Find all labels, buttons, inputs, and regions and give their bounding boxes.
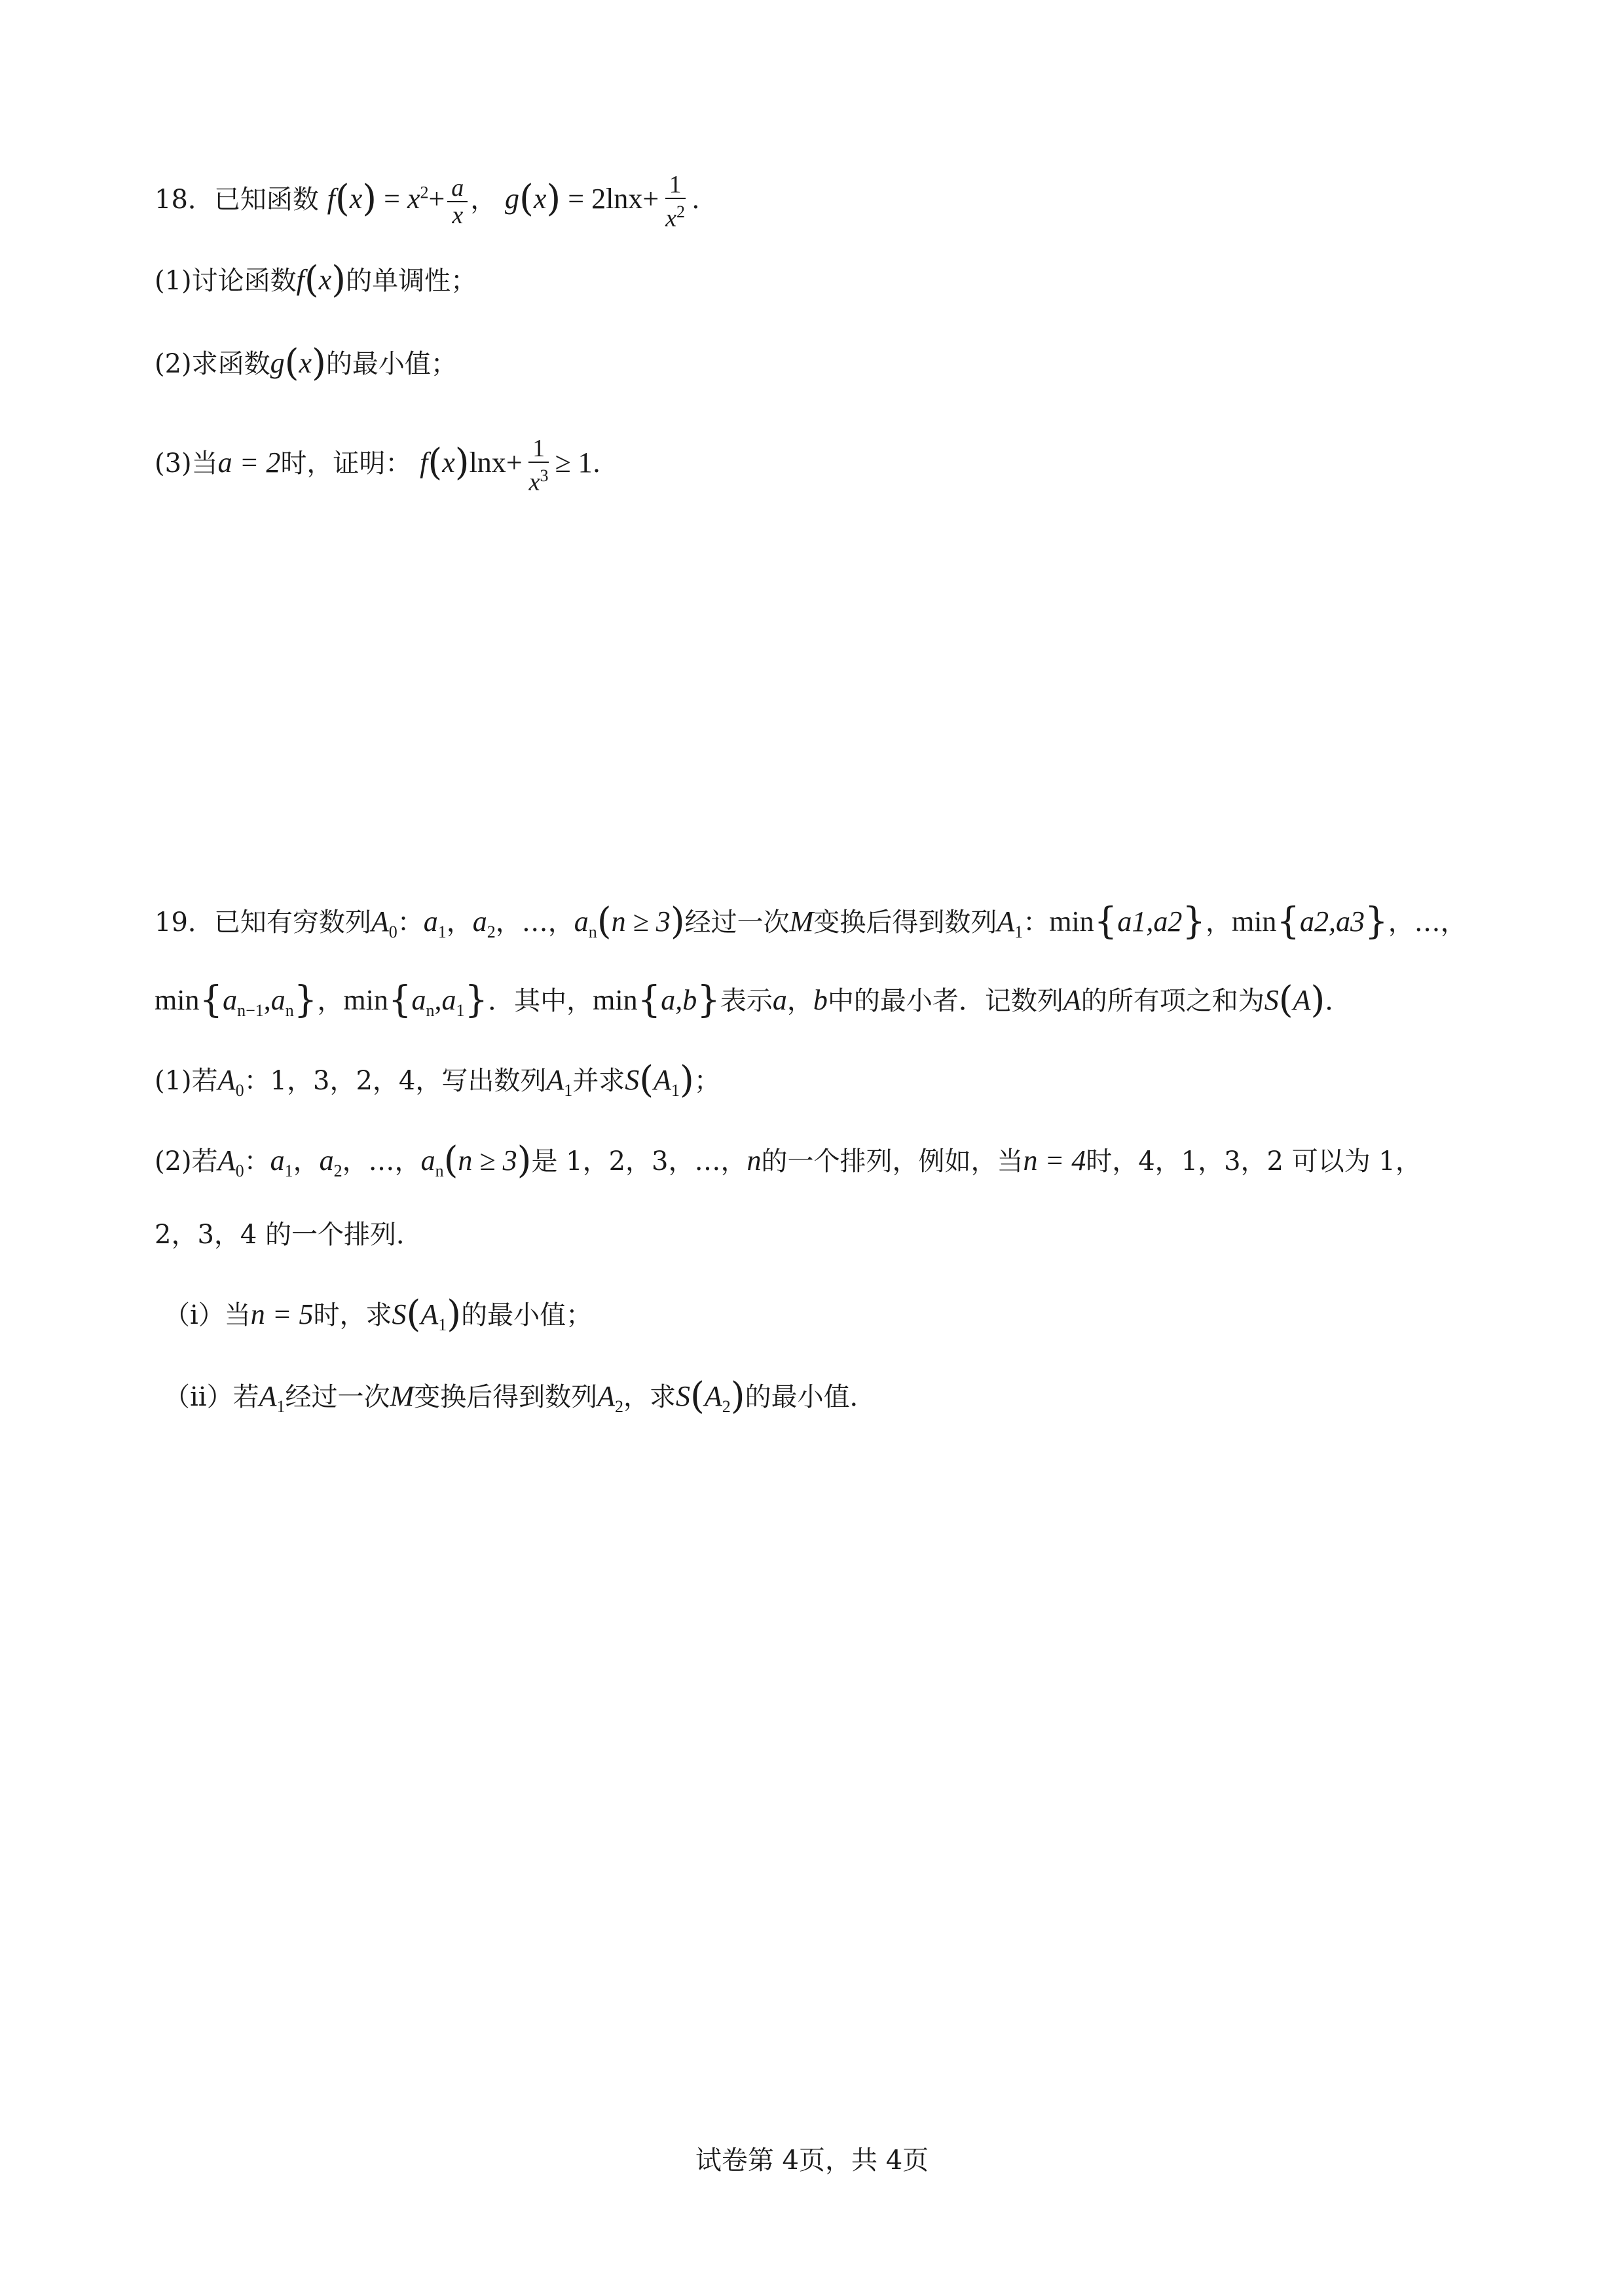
- q18-g-fraction: $\frac{1}{x^2}$: [665, 171, 686, 232]
- q19-subpart-ii: （ii）若$A_1$经过一次M变换后得到数列$A_2$，求$S(A_2)$的最小值．: [164, 1375, 876, 1417]
- q18-f-fraction: $\frac{a}{x}$: [447, 175, 468, 228]
- q19-subpart-i: （i）当n = 5时，求$S(A_1)$的最小值；: [164, 1293, 593, 1336]
- q19-statement-line1: 19．已知有穷数列$A_0$：$a_1$，$a_2$，…，$a_n(n \ge 3)$经过一次M变换后得到数列$A_1$：min{a1,a2}，min{a2,a3}，…，: [155, 900, 1467, 943]
- q18-g-definition: g(x) = 2lnx+: [505, 177, 659, 220]
- q19-part1: (1)若$A_0$：1，3，2，4，写出数列$A_1$并求$S(A_1)$；: [155, 1059, 720, 1101]
- q18-part2: (2)求函数g(x)的最小值；: [155, 342, 457, 384]
- q18-part1: (1)讨论函数f(x)的单调性；: [155, 259, 477, 301]
- q18-p3-fraction: $\frac{1}{x^3}$: [528, 435, 549, 496]
- q19-part2-line2: 2，3，4 的一个排列．: [155, 1220, 423, 1250]
- q18-statement: 18．已知函数 $f(x) = x^2+$ $\frac{a}{x}$ ， g(x) = 2lnx+ $\frac{1}{x^2}$ .: [155, 171, 700, 232]
- q19-part2-line1: (2)若$A_0$：$a_1$，$a_2$，…，$a_n(n \ge 3)$是 1，2，3，…，n的一个排列，例如，当n = 4时，4，1，3，2 可以为 1，: [155, 1139, 1422, 1182]
- q18-number: 18．: [155, 184, 214, 215]
- q18-intro: 已知函数: [213, 184, 319, 215]
- q19-statement-line2: $\min\{a_{n-1},a_n\}$，$\min\{a_n,a_1\}$．其中，min{a,b}表示a，b中的最小者．记数列A的所有项之和为S(A)．: [155, 979, 1352, 1021]
- q18-f-definition: $f(x) = x^2+$: [327, 177, 445, 220]
- page-footer: 试卷第 4页，共 4页: [695, 2145, 929, 2176]
- q18-part3: (3)当a = 2时，证明： f(x)lnx+ $\frac{1}{x^3}$ ≥ 1.: [155, 435, 601, 496]
